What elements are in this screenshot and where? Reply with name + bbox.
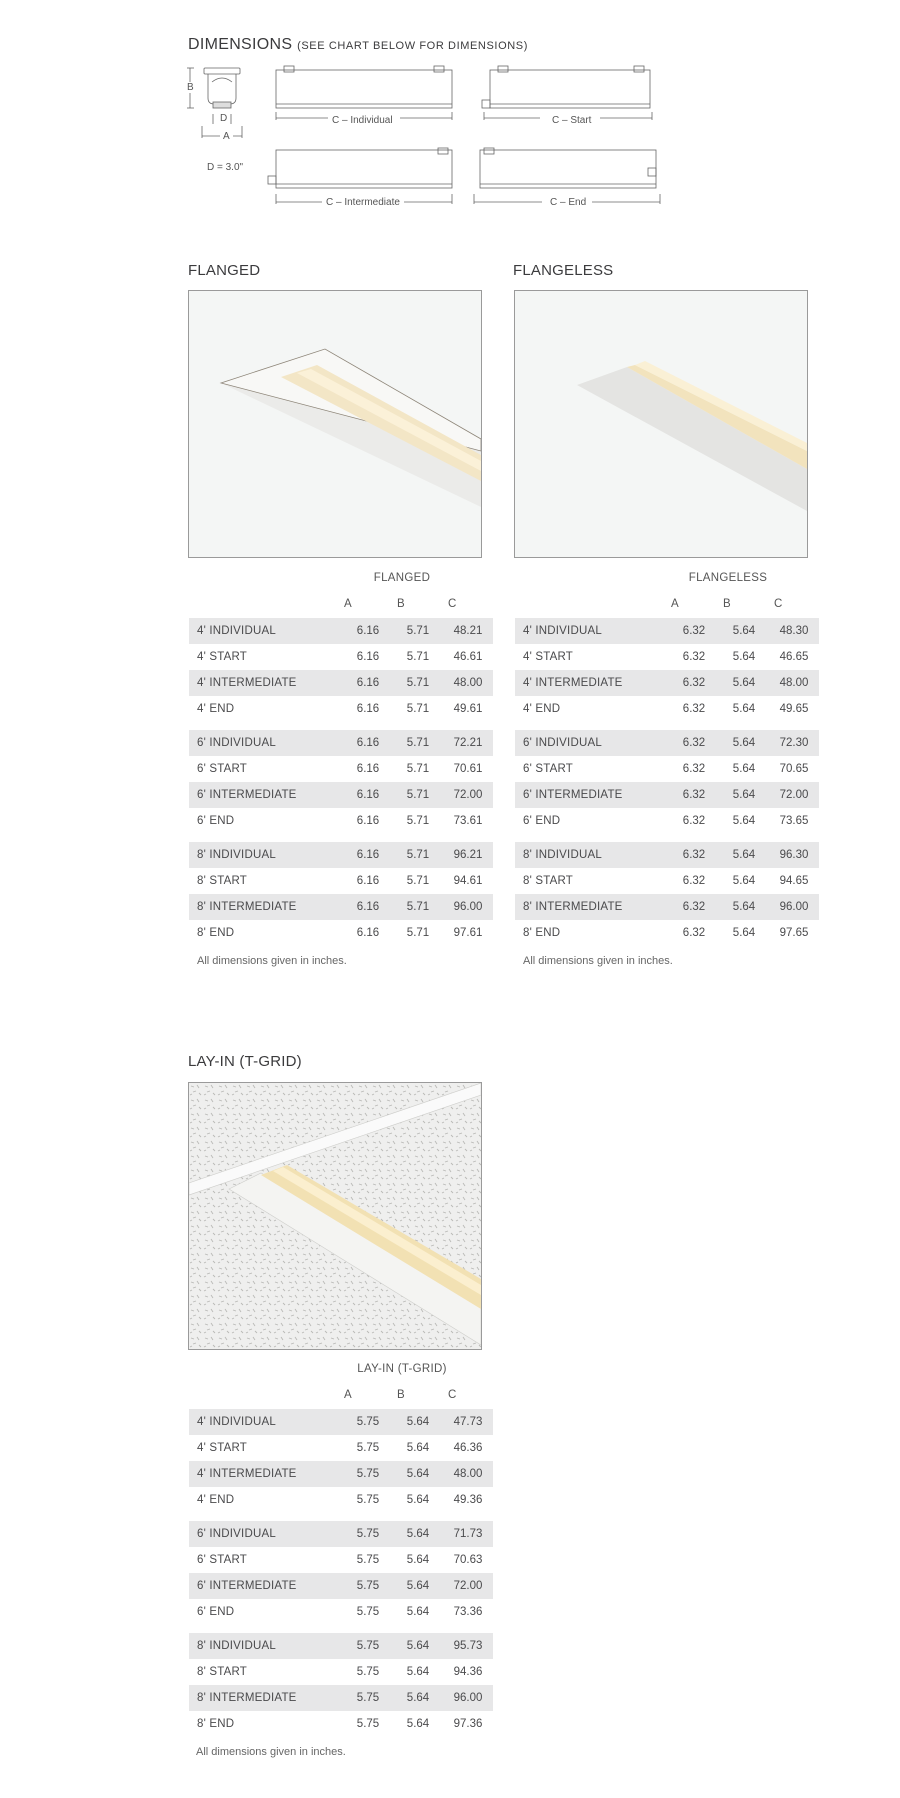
row-label: 4' INDIVIDUAL [189, 1409, 343, 1435]
dimension-cell-a: 5.75 [356, 1554, 380, 1566]
table-row [189, 618, 493, 644]
layin-col-b: B [397, 1389, 405, 1401]
dimension-cell-c: 94.61 [453, 875, 483, 887]
flanged-table-body [189, 618, 493, 946]
dimension-cell-b: 5.64 [719, 670, 769, 696]
dimension-cell-a: 5.75 [356, 1718, 380, 1730]
dimension-cell-a: 6.16 [356, 763, 380, 775]
row-label: 8' INTERMEDIATE [189, 1685, 343, 1711]
dimension-cell-a: 6.32 [682, 815, 706, 827]
dimension-cell-c: 49.36 [453, 1494, 483, 1506]
dimension-cell-b: 5.71 [406, 927, 430, 939]
dim-label-d-value: D = 3.0" [204, 162, 246, 173]
dimensions-heading [188, 36, 528, 54]
group-spacer [189, 1513, 493, 1521]
dimension-cell-c: 97.61 [453, 927, 483, 939]
table-row [189, 1711, 493, 1737]
row-label: 6' INTERMEDIATE [189, 782, 343, 808]
dimension-cell-b: 5.71 [393, 842, 443, 868]
table-row [189, 644, 493, 670]
table-row [189, 1487, 493, 1513]
dimension-cell-a: 5.75 [356, 1666, 380, 1678]
dimension-cell-c: 46.61 [453, 651, 483, 663]
layin-table [189, 1409, 493, 1737]
dimension-cell-c: 73.61 [453, 815, 483, 827]
dimension-cell-b: 5.64 [393, 1461, 443, 1487]
dimension-cell-b: 5.64 [393, 1409, 443, 1435]
table-row [189, 808, 493, 834]
table-row [189, 782, 493, 808]
dimension-cell-c: 48.00 [769, 670, 819, 696]
dimension-cell-a: 5.75 [343, 1633, 393, 1659]
dimension-cell-b: 5.71 [406, 651, 430, 663]
row-label: 8' END [197, 1718, 235, 1730]
row-label: 4' INTERMEDIATE [189, 670, 343, 696]
table-row [515, 842, 819, 868]
table-row [515, 618, 819, 644]
row-label: 4' END [197, 1494, 235, 1506]
flangeless-col-c: C [774, 598, 783, 610]
dimension-cell-c: 96.00 [443, 894, 493, 920]
table-row [189, 920, 493, 946]
dimension-cell-b: 5.64 [719, 618, 769, 644]
dimension-cell-c: 72.00 [769, 782, 819, 808]
table-row [189, 1435, 493, 1461]
row-label: 8' INDIVIDUAL [515, 842, 669, 868]
dim-label-d: D [217, 113, 230, 124]
row-label: 8' INDIVIDUAL [189, 842, 343, 868]
dimension-cell-a: 6.32 [682, 763, 706, 775]
flanged-col-c: C [448, 598, 457, 610]
dimensions-title: DIMENSIONS [188, 36, 293, 53]
row-label: 4' START [197, 1442, 248, 1454]
dimension-cell-a: 6.32 [669, 618, 719, 644]
flangeless-photo [514, 290, 808, 558]
dimension-cell-b: 5.71 [393, 730, 443, 756]
dimension-cell-a: 6.32 [682, 651, 706, 663]
dimension-cell-c: 46.65 [779, 651, 809, 663]
dimension-cell-c: 48.00 [443, 1461, 493, 1487]
dimension-cell-b: 5.64 [393, 1573, 443, 1599]
dimension-cell-c: 96.30 [769, 842, 819, 868]
layin-table-body [189, 1409, 493, 1737]
flangeless-table [515, 618, 819, 946]
table-row [515, 782, 819, 808]
layin-col-c: C [448, 1389, 457, 1401]
flanged-table-caption: FLANGED [373, 572, 431, 584]
dimension-cell-a: 6.16 [343, 618, 393, 644]
table-row [515, 756, 819, 782]
dimension-cell-b: 5.64 [406, 1442, 430, 1454]
dimension-cell-b: 5.71 [406, 875, 430, 887]
table-row [515, 868, 819, 894]
dimension-cell-a: 6.32 [682, 875, 706, 887]
layin-table-caption: LAY-IN (T-GRID) [357, 1363, 447, 1375]
flangeless-table-caption: FLANGELESS [688, 572, 768, 584]
dimension-cell-b: 5.64 [732, 927, 756, 939]
row-label: 8' INDIVIDUAL [189, 1633, 343, 1659]
dimension-cell-c: 96.00 [769, 894, 819, 920]
table-row [189, 1409, 493, 1435]
dimension-cell-b: 5.71 [406, 815, 430, 827]
dimension-cell-a: 6.16 [356, 927, 380, 939]
group-spacer [189, 1625, 493, 1633]
row-label: 6' INTERMEDIATE [515, 782, 669, 808]
dimension-cell-c: 48.21 [443, 618, 493, 644]
table-row [189, 1685, 493, 1711]
dimension-cell-a: 6.16 [343, 730, 393, 756]
dimension-cell-c: 96.21 [443, 842, 493, 868]
row-label: 6' START [197, 1554, 248, 1566]
dimensions-subtitle: (SEE CHART BELOW FOR DIMENSIONS) [297, 40, 528, 52]
dimension-cell-a: 6.16 [343, 670, 393, 696]
dimension-cell-a: 6.32 [669, 730, 719, 756]
dimension-cell-b: 5.71 [393, 670, 443, 696]
dimension-cell-a: 6.32 [669, 782, 719, 808]
dimension-cell-c: 70.61 [453, 763, 483, 775]
table-row [189, 1599, 493, 1625]
table-row [515, 920, 819, 946]
row-label: 6' END [197, 815, 235, 827]
row-label: 6' END [197, 1606, 235, 1618]
table-row [189, 756, 493, 782]
row-label: 6' INDIVIDUAL [515, 730, 669, 756]
table-row [515, 644, 819, 670]
dimension-cell-b: 5.64 [732, 875, 756, 887]
dimension-cell-c: 46.36 [453, 1442, 483, 1454]
section-title-flanged: FLANGED [188, 262, 261, 279]
group-spacer [515, 834, 819, 842]
label-c-start: C – Start [549, 115, 594, 126]
label-c-intermediate: C – Intermediate [323, 197, 403, 208]
dimension-cell-a: 5.75 [343, 1409, 393, 1435]
layin-col-a: A [344, 1389, 352, 1401]
dimension-cell-a: 5.75 [356, 1606, 380, 1618]
table-row [515, 808, 819, 834]
dimension-cell-a: 6.16 [356, 703, 380, 715]
dimension-cell-a: 5.75 [343, 1685, 393, 1711]
row-label: 8' START [197, 1666, 248, 1678]
table-row [189, 1633, 493, 1659]
dimension-cell-c: 47.73 [443, 1409, 493, 1435]
row-label: 8' INTERMEDIATE [515, 894, 669, 920]
label-c-individual: C – Individual [329, 115, 396, 126]
dimension-cell-c: 71.73 [443, 1521, 493, 1547]
dimension-cell-a: 6.16 [343, 842, 393, 868]
dimension-cell-c: 97.36 [453, 1718, 483, 1730]
row-label: 8' END [523, 927, 561, 939]
row-label: 6' START [523, 763, 574, 775]
dimension-cell-b: 5.64 [732, 703, 756, 715]
dimension-cell-a: 6.32 [669, 670, 719, 696]
dimension-cell-b: 5.64 [406, 1606, 430, 1618]
dimension-cell-b: 5.64 [406, 1554, 430, 1566]
table-row [189, 1573, 493, 1599]
label-c-end: C – End [547, 197, 589, 208]
dimension-cell-b: 5.64 [393, 1521, 443, 1547]
dimension-cell-a: 6.16 [356, 875, 380, 887]
dimension-cell-b: 5.64 [393, 1633, 443, 1659]
group-spacer [189, 722, 493, 730]
dimension-cell-b: 5.71 [406, 703, 430, 715]
flanged-col-b: B [397, 598, 405, 610]
dimension-cell-c: 49.61 [453, 703, 483, 715]
dimension-cell-a: 6.32 [682, 703, 706, 715]
row-label: 6' START [197, 763, 248, 775]
dimension-cell-c: 94.36 [453, 1666, 483, 1678]
dimension-cell-c: 96.00 [443, 1685, 493, 1711]
dimension-cell-c: 70.63 [453, 1554, 483, 1566]
table-row [189, 670, 493, 696]
row-label: 8' START [197, 875, 248, 887]
dimension-cell-a: 6.32 [669, 894, 719, 920]
group-spacer [189, 834, 493, 842]
table-row [515, 730, 819, 756]
table-row [189, 1659, 493, 1685]
dimension-cell-a: 5.75 [356, 1442, 380, 1454]
row-label: 4' INDIVIDUAL [515, 618, 669, 644]
dimension-cell-c: 73.36 [453, 1606, 483, 1618]
dimension-cell-b: 5.64 [719, 730, 769, 756]
dimension-cell-c: 70.65 [779, 763, 809, 775]
dimension-cell-b: 5.64 [406, 1666, 430, 1678]
dimension-cell-a: 6.16 [356, 815, 380, 827]
dimension-cell-c: 48.30 [769, 618, 819, 644]
row-label: 4' INTERMEDIATE [515, 670, 669, 696]
table-row [189, 842, 493, 868]
row-label: 4' START [523, 651, 574, 663]
flangeless-col-a: A [671, 598, 679, 610]
dimension-cell-b: 5.64 [732, 763, 756, 775]
dimension-cell-b: 5.64 [719, 842, 769, 868]
table-row [189, 868, 493, 894]
dimension-cell-c: 97.65 [779, 927, 809, 939]
table-row [189, 696, 493, 722]
dimension-cell-c: 72.30 [769, 730, 819, 756]
dimension-cell-a: 5.75 [356, 1494, 380, 1506]
dimension-cell-c: 72.21 [443, 730, 493, 756]
layin-photo [188, 1082, 482, 1350]
dimension-cell-a: 5.75 [343, 1461, 393, 1487]
section-title-flangeless: FLANGELESS [513, 262, 614, 279]
dimension-cell-b: 5.71 [406, 763, 430, 775]
row-label: 4' END [197, 703, 235, 715]
section-title-layin: LAY-IN (T-GRID) [188, 1053, 302, 1070]
dim-label-a: A [220, 131, 233, 142]
flanged-photo [188, 290, 482, 558]
table-row [515, 670, 819, 696]
row-label: 6' END [523, 815, 561, 827]
dimension-cell-b: 5.64 [719, 782, 769, 808]
dimension-cell-b: 5.64 [406, 1494, 430, 1506]
dimension-cell-a: 6.16 [343, 782, 393, 808]
flanged-note: All dimensions given in inches. [197, 955, 347, 967]
dimension-cell-a: 6.16 [343, 894, 393, 920]
dimension-cell-b: 5.64 [393, 1685, 443, 1711]
dimension-cell-b: 5.71 [393, 618, 443, 644]
table-row [189, 894, 493, 920]
dimension-cell-c: 73.65 [779, 815, 809, 827]
row-label: 4' INTERMEDIATE [189, 1461, 343, 1487]
dimension-cell-b: 5.64 [732, 651, 756, 663]
layin-note: All dimensions given in inches. [196, 1746, 346, 1758]
flangeless-table-body [515, 618, 819, 946]
dimension-cell-a: 5.75 [343, 1573, 393, 1599]
flanged-col-a: A [344, 598, 352, 610]
row-label: 6' INDIVIDUAL [189, 1521, 343, 1547]
flanged-table [189, 618, 493, 946]
dimension-cell-b: 5.64 [406, 1718, 430, 1730]
table-row [189, 730, 493, 756]
row-label: 4' INDIVIDUAL [189, 618, 343, 644]
dimension-cell-a: 6.32 [669, 842, 719, 868]
row-label: 6' INTERMEDIATE [189, 1573, 343, 1599]
dimension-cell-c: 72.00 [443, 1573, 493, 1599]
dimension-cell-b: 5.64 [732, 815, 756, 827]
dimension-cell-c: 95.73 [443, 1633, 493, 1659]
flangeless-col-b: B [723, 598, 731, 610]
dimension-cell-b: 5.71 [393, 782, 443, 808]
table-row [515, 894, 819, 920]
dimension-cell-c: 94.65 [779, 875, 809, 887]
row-label: 6' INDIVIDUAL [189, 730, 343, 756]
dimension-cell-a: 6.16 [356, 651, 380, 663]
dimension-cell-b: 5.64 [719, 894, 769, 920]
dimension-cell-c: 48.00 [443, 670, 493, 696]
table-row [189, 1547, 493, 1573]
table-row [189, 1521, 493, 1547]
dim-label-b: B [184, 82, 197, 93]
dimension-cell-a: 6.32 [682, 927, 706, 939]
table-row [515, 696, 819, 722]
dimension-cell-c: 72.00 [443, 782, 493, 808]
row-label: 4' END [523, 703, 561, 715]
flangeless-note: All dimensions given in inches. [523, 955, 673, 967]
dimension-cell-b: 5.71 [393, 894, 443, 920]
table-row [189, 1461, 493, 1487]
dimension-cell-a: 5.75 [343, 1521, 393, 1547]
row-label: 8' END [197, 927, 235, 939]
dimension-cell-c: 49.65 [779, 703, 809, 715]
row-label: 8' START [523, 875, 574, 887]
row-label: 4' START [197, 651, 248, 663]
row-label: 8' INTERMEDIATE [189, 894, 343, 920]
group-spacer [515, 722, 819, 730]
